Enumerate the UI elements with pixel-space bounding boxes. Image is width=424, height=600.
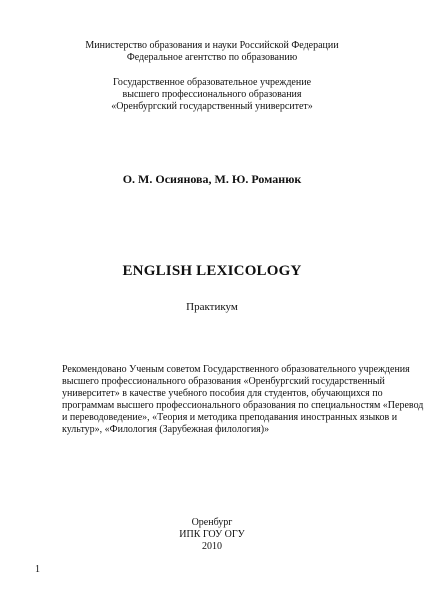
institution-line-2: высшего профессионального образования <box>122 89 302 100</box>
recommendation-line: Рекомендовано Ученым советом Государственного образовательного учреждения <box>62 364 410 375</box>
document-title: ENGLISH LEXICOLOGY <box>122 263 302 279</box>
document-subtitle: Практикум <box>186 301 238 313</box>
ministry-line-1: Министерство образования и науки Российской Федерации <box>85 40 339 51</box>
institution-line-3: «Оренбургский государственный университет» <box>111 101 313 112</box>
recommendation-line: культур», «Филология (Зарубежная филология)» <box>62 424 270 435</box>
authors: О. М. Осиянова, М. Ю. Романюк <box>122 172 302 186</box>
recommendation-line: программам высшего профессионального образования по специальностям «Перевод <box>62 400 424 411</box>
ministry-line-2: Федеральное агентство по образованию <box>126 52 298 63</box>
imprint-year: 2010 <box>202 541 222 552</box>
recommendation-line: высшего профессионального образования «Оренбургский государственный <box>62 376 385 387</box>
institution-line-1: Государственное образовательное учреждение <box>112 77 312 88</box>
recommendation-line: и переводоведение», «Теория и методика преподавания иностранных языков и <box>62 412 398 423</box>
imprint-publisher: ИПК ГОУ ОГУ <box>179 529 245 540</box>
page-number: 1 <box>35 564 40 575</box>
imprint-city: Оренбург <box>191 517 233 528</box>
recommendation-paragraph <box>62 364 424 436</box>
recommendation-line: университет» в качестве учебного пособия для студентов, обучающихся по <box>62 388 383 399</box>
